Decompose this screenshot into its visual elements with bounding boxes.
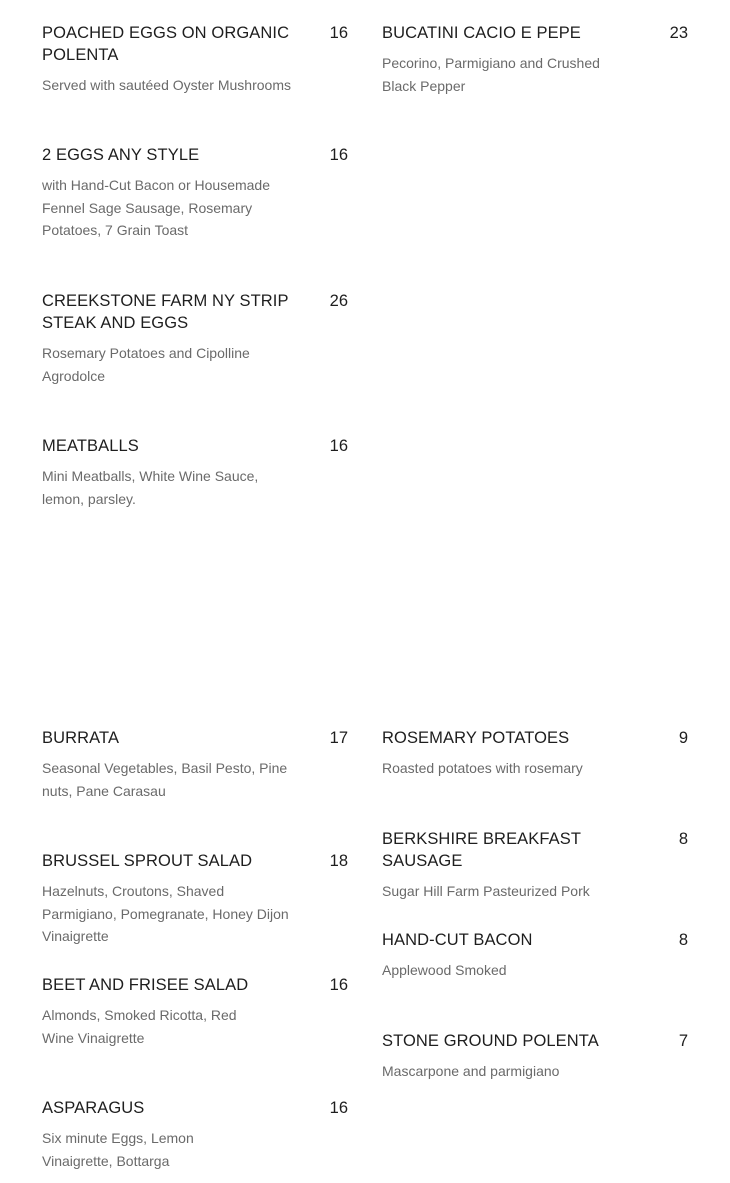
item-description: Hazelnuts, Croutons, Shaved Parmigiano, Pomegranate, Honey Dijon Vinaigrette bbox=[42, 883, 289, 944]
menu-item bbox=[42, 850, 348, 948]
item-price: 16 bbox=[329, 146, 348, 164]
item-name: 2 EGGS ANY STYLE bbox=[42, 146, 200, 164]
item-description: Pecorino, Parmigiano and Crushed Black Pepper bbox=[382, 55, 600, 94]
item-description: Seasonal Vegetables, Basil Pesto, Pine nuts, Pane Carasau bbox=[42, 760, 288, 799]
item-price: 26 bbox=[329, 292, 348, 310]
menu-item bbox=[382, 828, 688, 903]
item-price: 23 bbox=[669, 24, 688, 42]
item-name: CREEKSTONE FARM NY STRIP STEAK AND EGGS bbox=[42, 292, 289, 332]
item-name: BURRATA bbox=[42, 729, 120, 747]
item-description: with Hand-Cut Bacon or Housemade Fennel Sage Sausage, Rosemary Potatoes, 7 Grain Toast bbox=[42, 177, 271, 238]
item-name: ROSEMARY POTATOES bbox=[382, 729, 570, 747]
item-price: 8 bbox=[678, 830, 688, 848]
menu-item bbox=[42, 290, 348, 387]
item-name: BEET AND FRISEE SALAD bbox=[42, 976, 249, 994]
item-description: Served with sautéed Oyster Mushrooms bbox=[42, 77, 291, 93]
menu-item bbox=[42, 974, 348, 1049]
item-price: 9 bbox=[678, 729, 688, 747]
item-price: 16 bbox=[329, 1099, 348, 1117]
item-price: 16 bbox=[329, 437, 348, 455]
item-price: 17 bbox=[329, 729, 348, 747]
item-name: BRUSSEL SPROUT SALAD bbox=[42, 852, 253, 870]
item-name: BUCATINI CACIO E PEPE bbox=[382, 24, 581, 42]
item-price: 16 bbox=[329, 24, 348, 42]
item-description: Almonds, Smoked Ricotta, Red Wine Vinaigrette bbox=[42, 1007, 237, 1046]
item-name: POACHED EGGS ON ORGANIC POLENTA bbox=[42, 24, 290, 64]
item-price: 7 bbox=[678, 1032, 688, 1050]
item-name: ASPARAGUS bbox=[42, 1099, 145, 1117]
menu-item bbox=[382, 22, 688, 97]
item-description: Mascarpone and parmigiano bbox=[382, 1063, 560, 1079]
menu-item bbox=[382, 727, 688, 780]
menu-item bbox=[382, 1030, 688, 1083]
item-description: Six minute Eggs, Lemon Vinaigrette, Bottarga bbox=[42, 1130, 194, 1169]
item-description: Rosemary Potatoes and Cipolline Agrodolce bbox=[42, 345, 250, 384]
menu-item bbox=[42, 144, 348, 242]
item-description: Applewood Smoked bbox=[382, 962, 507, 978]
item-description: Sugar Hill Farm Pasteurized Pork bbox=[382, 883, 590, 899]
item-name: STONE GROUND POLENTA bbox=[382, 1032, 599, 1050]
menu-item bbox=[382, 929, 688, 982]
item-price: 18 bbox=[329, 852, 348, 870]
menu-item bbox=[42, 435, 348, 510]
menu-item bbox=[42, 22, 348, 97]
item-description: Mini Meatballs, White Wine Sauce, lemon, parsley. bbox=[42, 468, 259, 507]
menu-item bbox=[42, 1097, 348, 1172]
item-name: BERKSHIRE BREAKFAST SAUSAGE bbox=[382, 830, 581, 870]
item-name: HAND-CUT BACON bbox=[382, 931, 533, 949]
item-price: 8 bbox=[678, 931, 688, 949]
item-description: Roasted potatoes with rosemary bbox=[382, 760, 583, 776]
item-name: MEATBALLS bbox=[42, 437, 139, 455]
menu-item bbox=[42, 727, 348, 802]
item-price: 16 bbox=[329, 976, 348, 994]
